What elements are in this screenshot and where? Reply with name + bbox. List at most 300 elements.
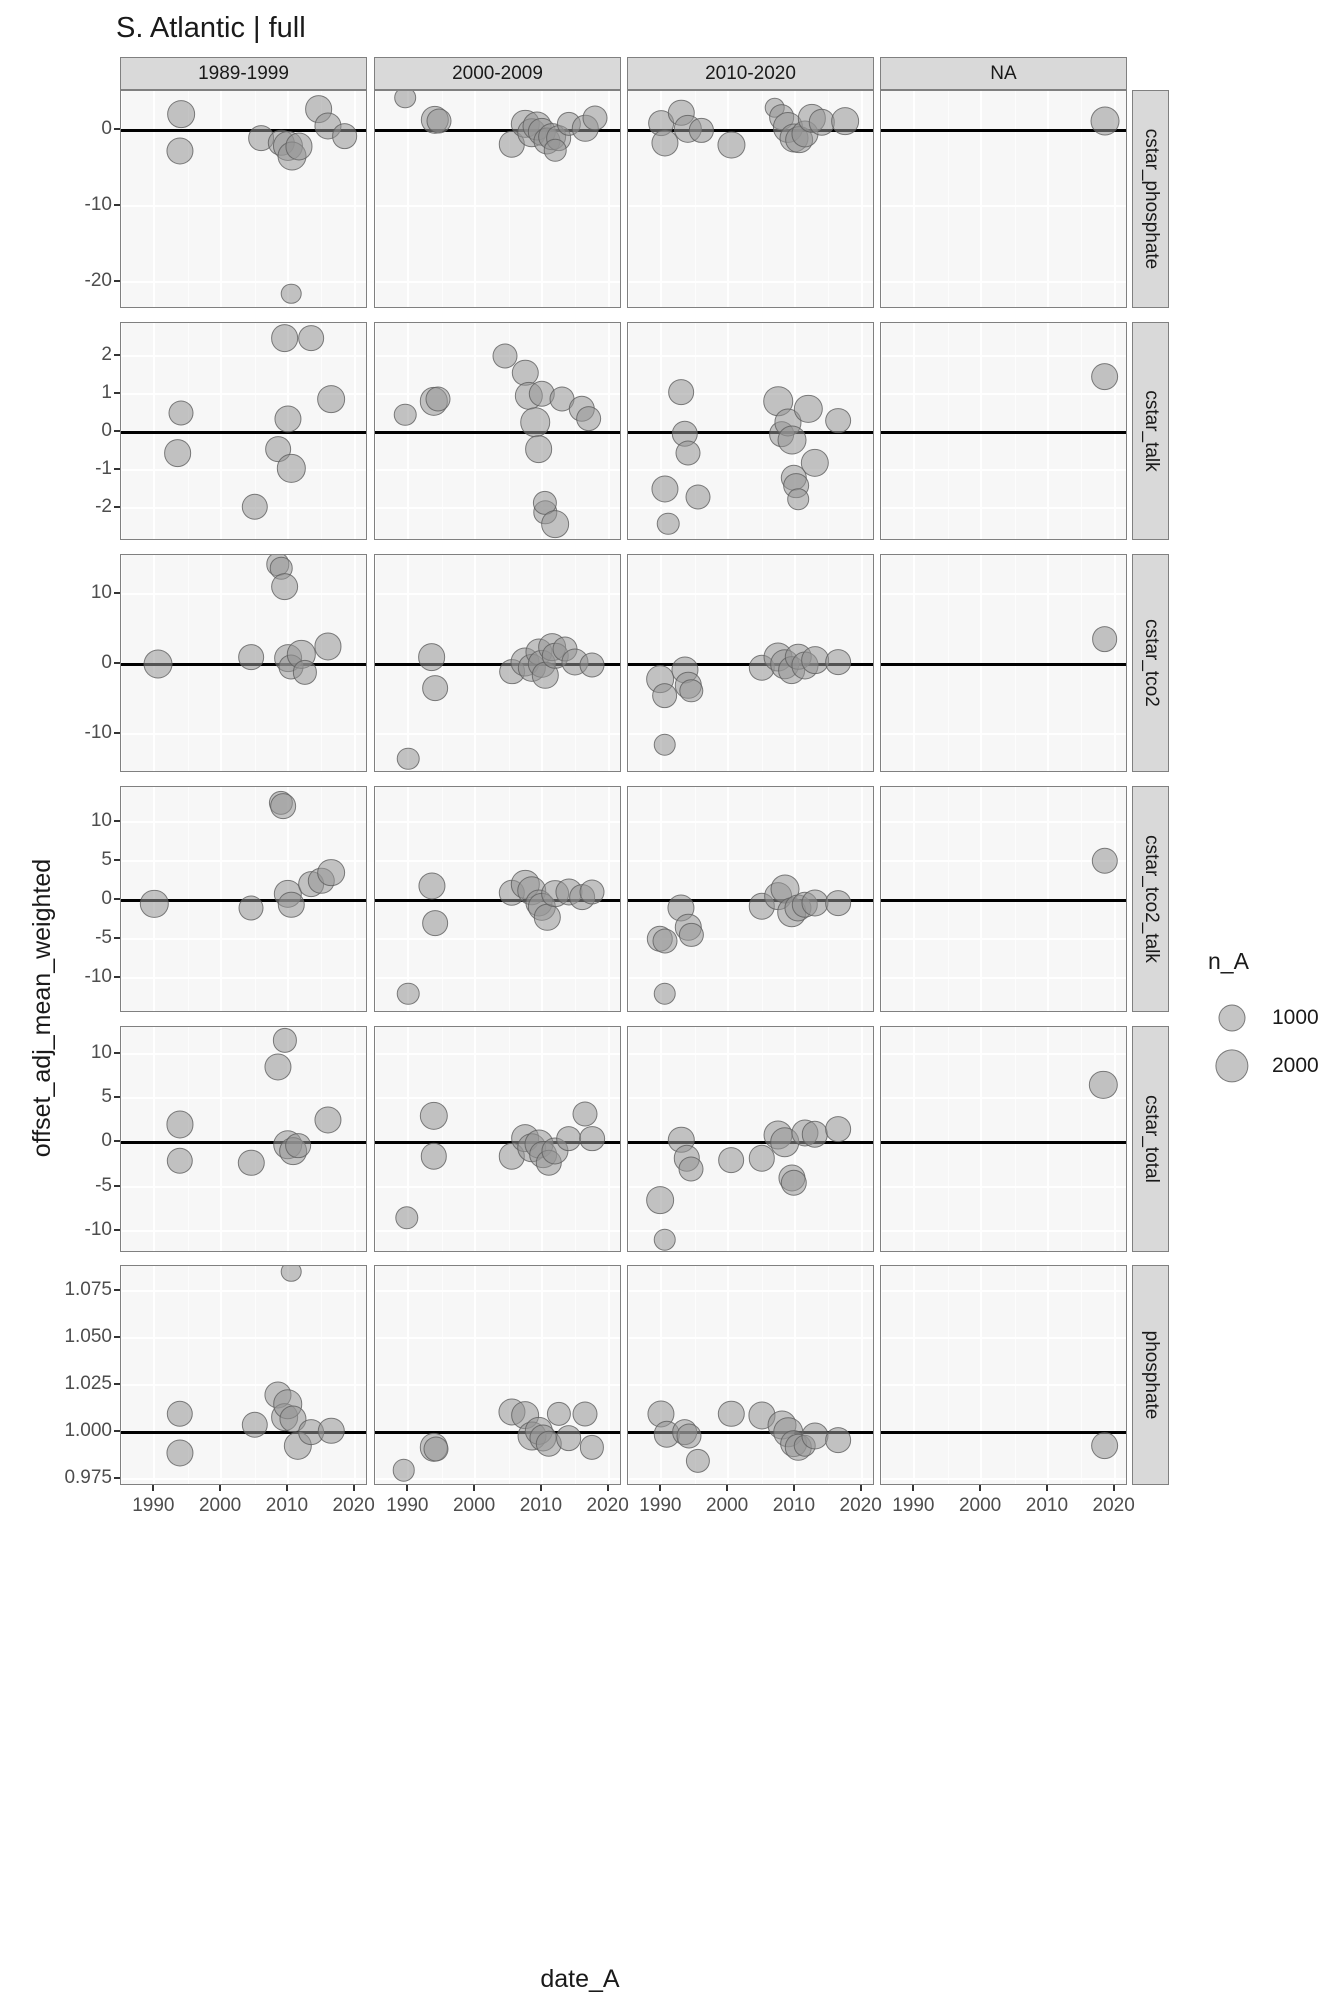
grid-line-horizontal xyxy=(881,1186,1126,1188)
y-tick-label: -10 xyxy=(84,722,112,744)
row-strip-label: cstar_tco2 xyxy=(1140,619,1162,707)
data-point xyxy=(1090,106,1119,135)
data-point xyxy=(1092,627,1118,653)
y-tick-label: -10 xyxy=(84,1218,112,1240)
grid-line-horizontal xyxy=(121,977,366,979)
data-point xyxy=(277,454,305,482)
grid-line-horizontal xyxy=(628,393,873,395)
data-point xyxy=(314,1107,341,1134)
x-tick-label: 2010 xyxy=(1025,1495,1069,1516)
grid-line-vertical xyxy=(407,1266,409,1484)
data-point xyxy=(169,400,194,425)
data-point xyxy=(541,510,569,538)
data-point xyxy=(274,405,301,432)
grid-line-horizontal xyxy=(628,1290,873,1292)
grid-line-horizontal xyxy=(121,355,366,357)
grid-line-vertical-minor xyxy=(255,1027,256,1251)
grid-line-horizontal xyxy=(628,507,873,509)
data-point xyxy=(653,734,676,757)
x-tick-label: 2020 xyxy=(332,1495,375,1516)
grid-line-vertical-minor xyxy=(695,1027,696,1251)
grid-line-vertical xyxy=(220,1027,222,1251)
grid-line-horizontal xyxy=(628,355,873,357)
data-point xyxy=(166,137,193,164)
grid-line-horizontal xyxy=(375,1384,620,1386)
data-point xyxy=(579,1126,605,1152)
data-point xyxy=(285,1133,311,1159)
y-tick-label: 1.025 xyxy=(64,1373,112,1395)
panel-cstar-phosphate-2000-2009 xyxy=(374,90,621,308)
x-tick-label: 2010 xyxy=(519,1495,563,1516)
grid-line-vertical-minor xyxy=(828,1266,829,1484)
grid-line-horizontal xyxy=(881,1337,1126,1339)
grid-line-horizontal xyxy=(375,205,620,207)
grid-line-vertical-minor xyxy=(575,1266,576,1484)
data-point xyxy=(394,90,416,109)
panel-cstar-tco2-talk-2010-2020 xyxy=(627,786,874,1012)
grid-line-vertical xyxy=(608,91,610,307)
data-point xyxy=(686,1449,710,1473)
x-tick-label: 2020 xyxy=(839,1495,882,1516)
grid-line-vertical xyxy=(727,91,729,307)
data-point xyxy=(825,1427,851,1453)
grid-line-horizontal xyxy=(628,281,873,283)
data-point xyxy=(801,1423,828,1450)
data-point xyxy=(424,1437,449,1462)
data-point xyxy=(167,1400,193,1426)
data-point xyxy=(651,476,678,503)
row-strip-cstar-talk xyxy=(1132,322,1169,540)
page-title: S. Atlantic | full xyxy=(116,12,306,44)
data-point xyxy=(418,872,445,899)
data-point xyxy=(825,890,851,916)
y-tick-label: 0 xyxy=(101,1130,112,1152)
grid-line-vertical xyxy=(474,1027,476,1251)
grid-line-horizontal xyxy=(375,733,620,735)
data-point xyxy=(573,1101,598,1126)
grid-line-vertical-minor xyxy=(509,91,510,307)
grid-line-vertical xyxy=(354,1266,356,1484)
data-point xyxy=(1091,363,1119,391)
row-strip-label: cstar_tco2_talk xyxy=(1140,835,1162,963)
grid-line-horizontal xyxy=(375,938,620,940)
x-tick-mark xyxy=(406,1485,408,1491)
column-strip-2000-2009: 2000-2009 xyxy=(374,57,621,90)
grid-line-horizontal xyxy=(375,821,620,823)
reference-line xyxy=(375,1431,620,1434)
data-point xyxy=(579,880,604,905)
data-point xyxy=(392,1459,415,1482)
data-point xyxy=(680,679,703,702)
row-strip-phosphate xyxy=(1132,1265,1169,1485)
grid-line-horizontal xyxy=(375,1290,620,1292)
grid-line-vertical xyxy=(861,91,863,307)
reference-line xyxy=(881,663,1126,666)
data-point xyxy=(653,982,676,1005)
grid-line-vertical xyxy=(354,91,356,307)
y-tick-label: -10 xyxy=(84,194,112,216)
grid-line-vertical-minor xyxy=(762,91,763,307)
grid-line-horizontal xyxy=(881,393,1126,395)
data-point xyxy=(285,133,312,160)
grid-line-vertical xyxy=(913,1266,915,1484)
x-tick-label: 2000 xyxy=(198,1495,242,1516)
grid-line-horizontal xyxy=(121,593,366,595)
data-point xyxy=(780,1170,806,1196)
x-tick-mark xyxy=(152,1485,154,1491)
grid-line-vertical xyxy=(727,1027,729,1251)
data-point xyxy=(686,485,711,510)
y-tick-label: 1.000 xyxy=(64,1420,112,1442)
panel-cstar-phosphate-1989-1999 xyxy=(120,90,367,308)
grid-line-vertical xyxy=(660,1027,662,1251)
x-axis-label: date_A xyxy=(540,1965,620,1993)
grid-line-horizontal xyxy=(881,860,1126,862)
grid-line-vertical xyxy=(153,1266,155,1484)
grid-line-horizontal xyxy=(628,469,873,471)
data-point xyxy=(166,1111,193,1138)
panel-cstar-tco2-1989-1999 xyxy=(120,554,367,772)
data-point xyxy=(534,904,560,930)
data-point xyxy=(238,644,264,670)
x-tick-mark xyxy=(286,1485,288,1491)
grid-line-horizontal xyxy=(375,281,620,283)
data-point xyxy=(556,1126,582,1152)
column-strip-2010-2020: 2010-2020 xyxy=(627,57,874,90)
grid-line-vertical xyxy=(220,91,222,307)
grid-line-vertical xyxy=(153,91,155,307)
data-point xyxy=(576,406,602,432)
data-point xyxy=(397,982,420,1005)
data-point xyxy=(264,1053,291,1080)
grid-line-vertical xyxy=(980,91,982,307)
panel-phosphate-na xyxy=(880,1265,1127,1485)
grid-line-vertical xyxy=(608,1266,610,1484)
data-point xyxy=(241,493,267,519)
x-tick-label: 2010 xyxy=(772,1495,816,1516)
grid-line-vertical xyxy=(1047,91,1049,307)
grid-line-horizontal xyxy=(881,1384,1126,1386)
y-tick-label: 2 xyxy=(101,343,112,365)
data-point xyxy=(271,324,299,352)
data-point xyxy=(573,1401,598,1426)
x-tick-label: 1990 xyxy=(386,1495,429,1516)
x-tick-label: 2020 xyxy=(1092,1495,1135,1516)
data-point xyxy=(580,1435,604,1459)
x-tick-mark xyxy=(979,1485,981,1491)
grid-line-horizontal xyxy=(881,1290,1126,1292)
grid-line-vertical xyxy=(474,1266,476,1484)
data-point xyxy=(689,118,713,142)
legend-key-1000 xyxy=(1219,1005,1246,1032)
data-point xyxy=(719,1147,745,1173)
grid-line-horizontal xyxy=(375,1337,620,1339)
panel-cstar-tco2-na xyxy=(880,554,1127,772)
grid-line-horizontal xyxy=(121,1478,366,1480)
data-point xyxy=(317,386,345,414)
y-tick-label: -2 xyxy=(95,496,112,518)
y-tick-label: 5 xyxy=(101,849,112,871)
data-point xyxy=(657,513,680,536)
grid-line-vertical xyxy=(474,91,476,307)
x-tick-label: 2000 xyxy=(705,1495,749,1516)
panel-cstar-phosphate-2010-2020 xyxy=(627,90,874,308)
reference-line xyxy=(121,1141,366,1144)
data-point xyxy=(546,1401,570,1425)
data-point xyxy=(825,408,851,434)
grid-line-vertical-minor xyxy=(881,1266,882,1484)
grid-line-horizontal xyxy=(881,1478,1126,1480)
row-strip-cstar-phosphate xyxy=(1132,90,1169,308)
y-tick-label: 1 xyxy=(101,381,112,403)
grid-line-vertical-minor xyxy=(628,1027,629,1251)
grid-line-vertical xyxy=(861,1266,863,1484)
grid-line-horizontal xyxy=(881,469,1126,471)
x-tick-label: 1990 xyxy=(892,1495,935,1516)
data-point xyxy=(801,448,829,476)
data-point xyxy=(420,1101,448,1129)
grid-line-vertical xyxy=(407,91,409,307)
grid-line-horizontal xyxy=(628,1053,873,1055)
grid-line-vertical xyxy=(861,1027,863,1251)
data-point xyxy=(278,891,304,917)
grid-line-vertical-minor xyxy=(628,1266,629,1484)
grid-line-vertical-minor xyxy=(255,91,256,307)
y-tick-label: -20 xyxy=(84,270,112,292)
grid-line-horizontal xyxy=(628,593,873,595)
x-tick-mark xyxy=(540,1485,542,1491)
grid-line-vertical-minor xyxy=(1015,1027,1016,1251)
x-tick-mark xyxy=(353,1485,355,1491)
grid-line-vertical-minor xyxy=(948,1027,949,1251)
grid-line-vertical-minor xyxy=(1015,91,1016,307)
data-point xyxy=(397,748,420,771)
reference-line xyxy=(881,1431,1126,1434)
grid-line-horizontal xyxy=(121,1384,366,1386)
grid-line-horizontal xyxy=(881,821,1126,823)
data-point xyxy=(422,675,448,701)
data-point xyxy=(556,1425,582,1451)
grid-line-vertical-minor xyxy=(121,91,122,307)
y-tick-label: 1.050 xyxy=(64,1326,112,1348)
grid-line-horizontal xyxy=(881,205,1126,207)
grid-line-vertical-minor xyxy=(321,1027,322,1251)
grid-line-vertical-minor xyxy=(948,91,949,307)
data-point xyxy=(332,123,358,149)
grid-line-vertical-minor xyxy=(1081,91,1082,307)
data-point xyxy=(140,890,168,918)
data-point xyxy=(677,1424,702,1449)
grid-line-horizontal xyxy=(375,1186,620,1188)
panel-cstar-tco2-2010-2020 xyxy=(627,554,874,772)
y-tick-label: 0 xyxy=(101,888,112,909)
grid-line-horizontal xyxy=(375,977,620,979)
reference-line xyxy=(881,899,1126,902)
grid-line-vertical xyxy=(354,1027,356,1251)
x-tick-mark xyxy=(1046,1485,1048,1491)
grid-line-horizontal xyxy=(628,977,873,979)
y-tick-label: 0 xyxy=(101,118,112,140)
data-point xyxy=(314,633,341,660)
grid-line-horizontal xyxy=(881,593,1126,595)
legend-label-2000: 2000 xyxy=(1272,1054,1319,1077)
panel-cstar-tco2-2000-2009 xyxy=(374,554,621,772)
grid-line-horizontal xyxy=(628,1337,873,1339)
panel-cstar-total-1989-1999 xyxy=(120,1026,367,1252)
row-strip-label: cstar_total xyxy=(1140,1095,1162,1183)
y-tick-label: -10 xyxy=(84,965,112,987)
data-point xyxy=(270,794,296,820)
data-point xyxy=(317,859,345,887)
grid-line-vertical xyxy=(660,1266,662,1484)
grid-line-horizontal xyxy=(121,938,366,940)
grid-line-vertical-minor xyxy=(442,1027,443,1251)
data-point xyxy=(298,325,324,351)
grid-line-vertical xyxy=(1047,1266,1049,1484)
data-point xyxy=(777,425,806,454)
grid-line-horizontal xyxy=(375,860,620,862)
grid-line-vertical xyxy=(913,91,915,307)
grid-line-horizontal xyxy=(628,821,873,823)
grid-line-vertical-minor xyxy=(1081,1027,1082,1251)
grid-line-horizontal xyxy=(628,205,873,207)
reference-line xyxy=(121,431,366,434)
panel-phosphate-2000-2009 xyxy=(374,1265,621,1485)
y-axis-label: offset_adj_mean_weighted xyxy=(28,858,56,1158)
grid-line-vertical-minor xyxy=(881,1027,882,1251)
grid-line-horizontal xyxy=(121,1337,366,1339)
panel-phosphate-2010-2020 xyxy=(627,1265,874,1485)
grid-line-horizontal xyxy=(375,1053,620,1055)
x-tick-label: 2000 xyxy=(958,1495,1002,1516)
row-strip-cstar-tco2 xyxy=(1132,554,1169,772)
panel-cstar-talk-na xyxy=(880,322,1127,540)
data-point xyxy=(421,1143,447,1169)
panel-cstar-phosphate-na xyxy=(880,90,1127,308)
data-point xyxy=(164,439,192,467)
grid-line-horizontal xyxy=(121,469,366,471)
x-tick-label: 2000 xyxy=(452,1495,496,1516)
data-point xyxy=(167,100,195,128)
y-tick-label: 10 xyxy=(90,810,112,832)
grid-line-horizontal xyxy=(121,733,366,735)
data-point xyxy=(787,488,809,510)
y-tick-label: 0 xyxy=(101,652,112,673)
grid-line-horizontal xyxy=(881,977,1126,979)
row-strip-cstar-tco2-talk xyxy=(1132,786,1169,1012)
data-point xyxy=(718,1400,744,1426)
y-tick-label: -1 xyxy=(95,458,112,480)
data-point xyxy=(652,929,677,954)
data-point xyxy=(801,890,828,917)
reference-line xyxy=(375,431,620,434)
grid-line-vertical-minor xyxy=(188,1027,189,1251)
x-tick-mark xyxy=(607,1485,609,1491)
x-tick-mark xyxy=(793,1485,795,1491)
data-point xyxy=(669,379,695,405)
legend-label-1000: 1000 xyxy=(1272,1006,1319,1029)
reference-line xyxy=(881,1141,1126,1144)
grid-line-horizontal xyxy=(881,355,1126,357)
data-point xyxy=(646,1186,674,1214)
data-point xyxy=(395,1206,418,1229)
data-point xyxy=(825,1116,851,1142)
x-tick-mark xyxy=(659,1485,661,1491)
data-point xyxy=(271,573,299,601)
grid-line-horizontal xyxy=(881,733,1126,735)
y-tick-label: 0 xyxy=(101,420,112,441)
x-tick-mark xyxy=(219,1485,221,1491)
grid-line-horizontal xyxy=(881,1230,1126,1232)
grid-line-vertical-minor xyxy=(762,1266,763,1484)
grid-line-vertical-minor xyxy=(948,1266,949,1484)
grid-line-horizontal xyxy=(121,205,366,207)
grid-line-horizontal xyxy=(121,1186,366,1188)
grid-line-horizontal xyxy=(121,1230,366,1232)
grid-line-vertical xyxy=(153,1027,155,1251)
panel-cstar-tco2-talk-1989-1999 xyxy=(120,786,367,1012)
panel-cstar-talk-2010-2020 xyxy=(627,322,874,540)
data-point xyxy=(831,108,859,136)
grid-line-horizontal xyxy=(375,469,620,471)
grid-line-horizontal xyxy=(881,507,1126,509)
grid-line-vertical xyxy=(608,1027,610,1251)
grid-line-vertical-minor xyxy=(881,91,882,307)
grid-line-vertical xyxy=(980,1266,982,1484)
grid-line-vertical xyxy=(1047,1027,1049,1251)
grid-line-vertical-minor xyxy=(121,1266,122,1484)
grid-line-horizontal xyxy=(121,1097,366,1099)
grid-line-vertical-minor xyxy=(375,1027,376,1251)
grid-line-vertical-minor xyxy=(509,1266,510,1484)
data-point xyxy=(422,911,448,937)
y-tick-label: 5 xyxy=(101,1085,112,1107)
grid-line-horizontal xyxy=(628,1478,873,1480)
row-strip-label: cstar_talk xyxy=(1140,390,1162,472)
data-point xyxy=(272,1028,296,1052)
panel-cstar-total-na xyxy=(880,1026,1127,1252)
grid-line-horizontal xyxy=(375,1097,620,1099)
data-point xyxy=(166,1440,193,1467)
y-tick-label: -5 xyxy=(95,1174,112,1196)
data-point xyxy=(1091,1432,1119,1460)
data-point xyxy=(427,109,452,134)
grid-line-horizontal xyxy=(121,1053,366,1055)
panel-cstar-tco2-talk-na xyxy=(880,786,1127,1012)
grid-line-vertical-minor xyxy=(255,1266,256,1484)
grid-line-horizontal xyxy=(121,281,366,283)
row-strip-cstar-total xyxy=(1132,1026,1169,1252)
data-point xyxy=(167,1148,193,1174)
grid-line-vertical xyxy=(980,1027,982,1251)
grid-line-vertical-minor xyxy=(1015,1266,1016,1484)
y-tick-label: 1.075 xyxy=(64,1279,112,1301)
panel-cstar-total-2000-2009 xyxy=(374,1026,621,1252)
data-point xyxy=(520,408,550,438)
grid-line-vertical-minor xyxy=(509,1027,510,1251)
grid-line-horizontal xyxy=(375,393,620,395)
panel-cstar-talk-1989-1999 xyxy=(120,322,367,540)
x-tick-label: 1990 xyxy=(132,1495,175,1516)
grid-line-horizontal xyxy=(375,1230,620,1232)
column-strip-na: NA xyxy=(880,57,1127,90)
grid-line-vertical xyxy=(913,1027,915,1251)
column-strip-1989-1999: 1989-1999 xyxy=(120,57,367,90)
data-point xyxy=(825,649,851,675)
data-point xyxy=(281,284,302,305)
grid-line-horizontal xyxy=(628,1097,873,1099)
x-tick-label: 2010 xyxy=(265,1495,309,1516)
